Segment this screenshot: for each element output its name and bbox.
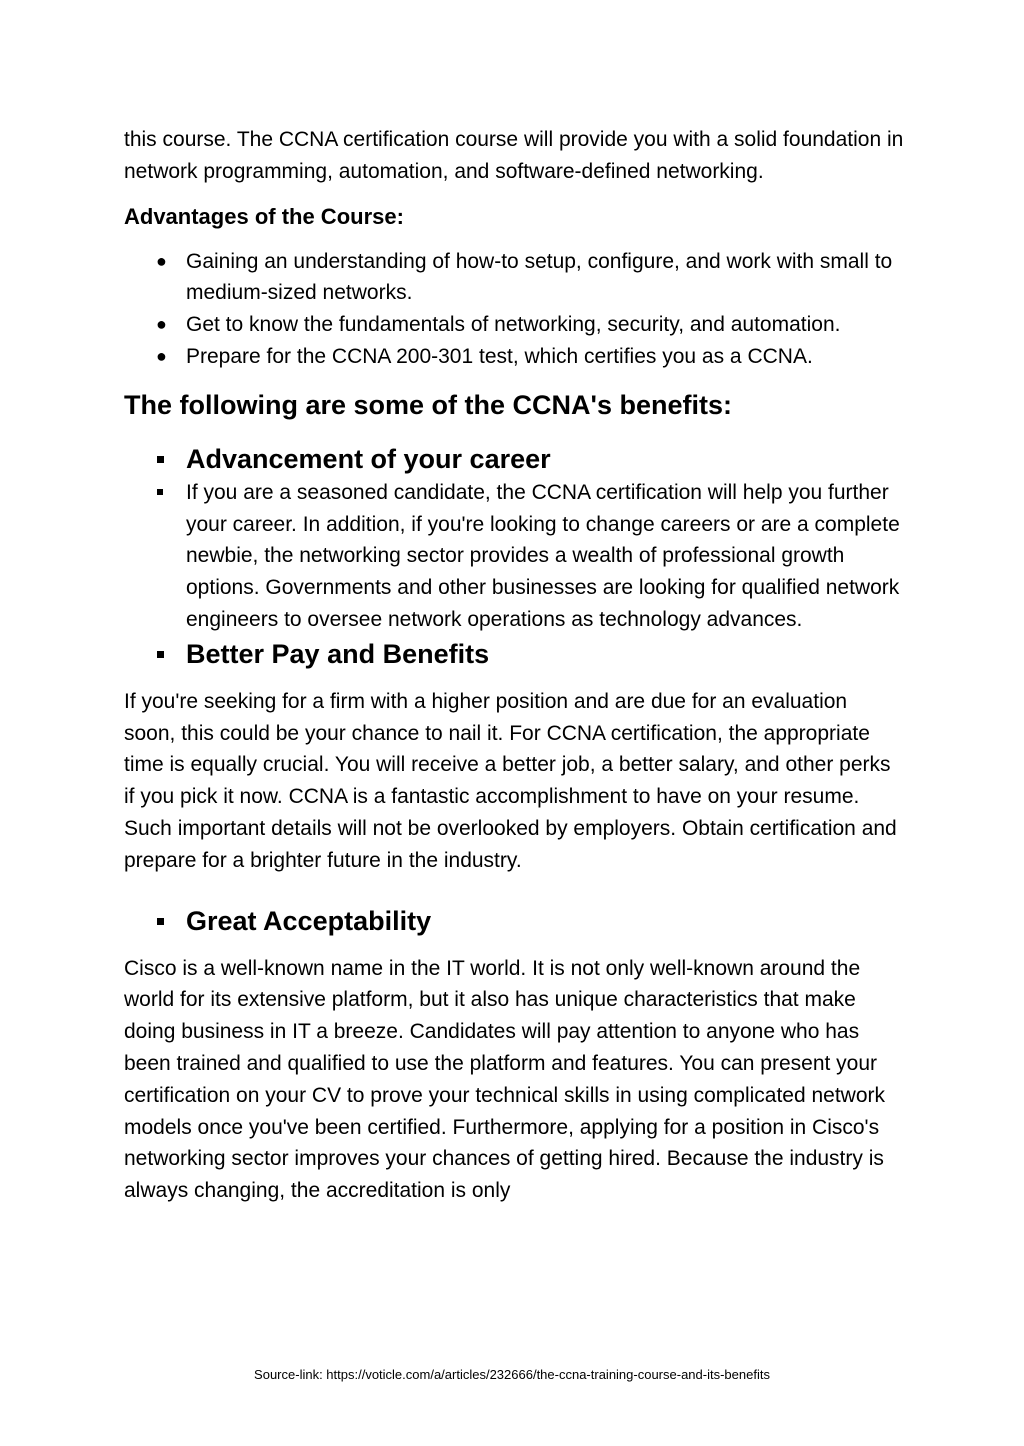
advantages-heading: Advantages of the Course: (124, 203, 404, 229)
acceptability-heading: Great Acceptability (186, 905, 432, 936)
bullet-icon: ● (156, 314, 167, 335)
pay-subheading-item (124, 636, 904, 672)
square-bullet-icon (157, 918, 164, 925)
square-bullet-icon (157, 651, 164, 658)
document-page (124, 124, 904, 1207)
square-bullet-icon (157, 456, 164, 463)
list-item (124, 309, 904, 341)
bullet-icon: ● (156, 250, 167, 271)
career-text-item (124, 477, 904, 636)
list-item-text: Get to know the fundamentals of networking, security, and automation. (186, 313, 841, 337)
benefits-heading: The following are some of the CCNA's benefits: (124, 389, 732, 420)
acceptability-subheading-item (124, 903, 904, 939)
career-heading: Advancement of your career (186, 443, 551, 474)
pay-heading: Better Pay and Benefits (186, 638, 490, 669)
intro-paragraph: this course. The CCNA certification course will provide you with a solid foundation in network programming, automation, and software-defined networking. (124, 128, 904, 183)
career-subheading-item (124, 441, 904, 477)
list-item (124, 341, 904, 373)
list-item (124, 246, 904, 310)
list-item-text: Gaining an understanding of how-to setup, configure, and work with small to medium-sized networks. (186, 249, 893, 305)
advantages-list (124, 246, 904, 373)
acceptability-paragraph: Cisco is a well-known name in the IT world. It is not only well-known around the world for its extensive platform, but it also has unique characteristics that make doing business in IT a breeze. Candidates will pay attention to anyone who has been trained and qualified to use the platform and features. You can present your certification on your CV to prove your technical skills in using complicated network models once you've been certified. Furthermore, applying for a position in Cisco's networking sector improves your chances of getting hired. Because the industry is always changing, the accreditation is only (124, 956, 886, 1203)
bullet-icon: ● (156, 345, 167, 366)
pay-paragraph: If you're seeking for a firm with a higher position and are due for an evaluation soon, this could be your chance to nail it. For CCNA certification, the appropriate time is equally crucial. You will receive a better job, a better salary, and other perks if you pick it now. CCNA is a fantastic accomplishment to have on your resume. Such important details will not be overlooked by employers. Obtain certification and prepare for a brighter future in the industry. (124, 689, 897, 872)
list-item-text: Prepare for the CCNA 200-301 test, which certifies you as a CCNA. (186, 344, 813, 368)
career-paragraph: If you are a seasoned candidate, the CCNA certification will help you further your career. In addition, if you're looking to change careers or are a complete newbie, the networking sector provides a wealth of professional growth options. Governments and other businesses are looking for qualified network engineers to oversee network operations as technology advances. (186, 480, 900, 631)
source-link[interactable]: Source-link: https://voticle.com/a/articles/232666/the-ccna-training-course-and-its-benefits (254, 1367, 770, 1382)
square-bullet-icon (157, 489, 163, 495)
